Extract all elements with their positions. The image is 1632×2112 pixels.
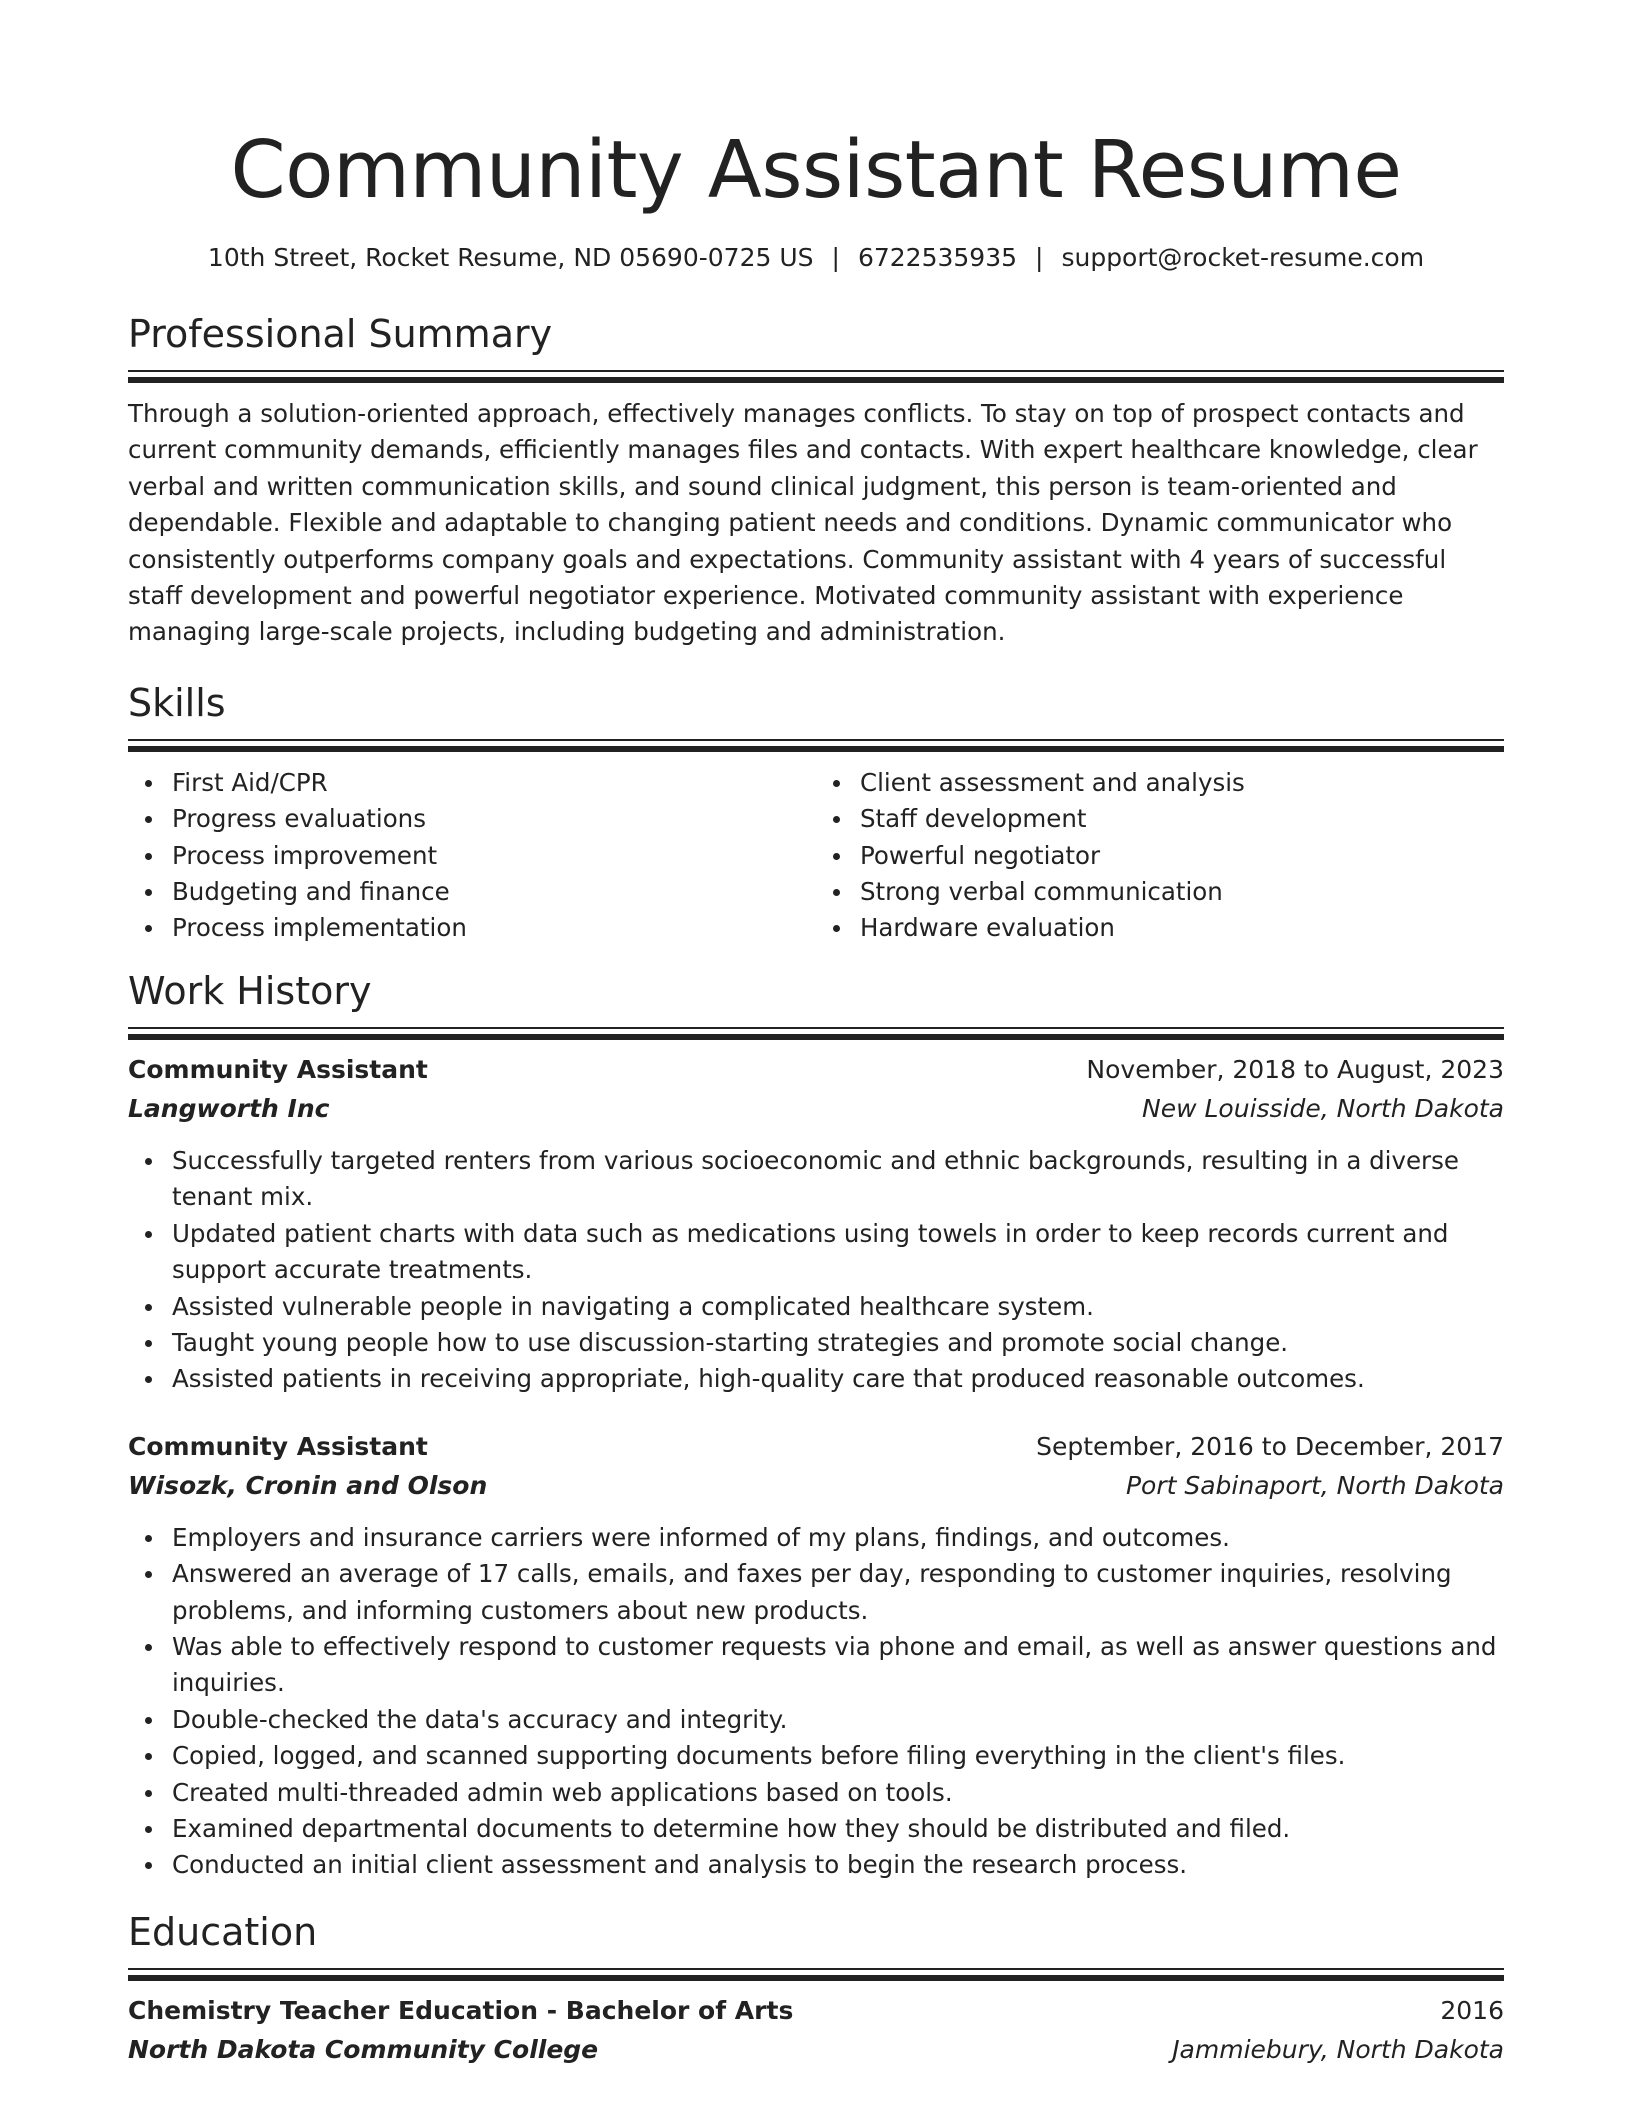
contact-address: 10th Street, Rocket Resume, ND 05690-0725 US bbox=[207, 243, 814, 272]
section-title-work: Work History bbox=[128, 968, 372, 1013]
education-degree: Chemistry Teacher Education - Bachelor of Arts bbox=[128, 1995, 794, 2025]
section-title-skills: Skills bbox=[128, 680, 226, 725]
education-school: North Dakota Community College bbox=[128, 2034, 599, 2064]
job-header bbox=[128, 1428, 1504, 1466]
skill-item: Progress evaluations bbox=[172, 801, 816, 837]
education-subheader bbox=[128, 2030, 1504, 2070]
section-title-education: Education bbox=[128, 1909, 318, 1954]
job-bullet: Created multi-threaded admin web applications based on tools. bbox=[172, 1775, 1504, 1811]
job-location: Port Sabinaport, North Dakota bbox=[1125, 1470, 1504, 1500]
skills-column-right bbox=[816, 765, 1504, 947]
job-bullet: Updated patient charts with data such as medications using towels in order to keep records current and support accurate treatments. bbox=[172, 1216, 1504, 1289]
skill-item: Process improvement bbox=[172, 838, 816, 874]
job-dates: September, 2016 to December, 2017 bbox=[1036, 1431, 1504, 1461]
skill-item: First Aid/CPR bbox=[172, 765, 816, 801]
section-divider bbox=[128, 1968, 1504, 1982]
job-bullets bbox=[128, 1143, 1504, 1398]
work-section bbox=[128, 967, 1504, 1884]
job-bullet: Assisted vulnerable people in navigating a complicated healthcare system. bbox=[172, 1289, 1504, 1325]
section-divider bbox=[128, 1027, 1504, 1041]
skill-item: Process implementation bbox=[172, 910, 816, 946]
job-title: Community Assistant bbox=[128, 1431, 428, 1461]
job-bullet: Taught young people how to use discussion-starting strategies and promote social change. bbox=[172, 1325, 1504, 1361]
job-title: Community Assistant bbox=[128, 1054, 428, 1084]
contact-separator: | bbox=[831, 243, 840, 272]
education-location: Jammiebury, North Dakota bbox=[1172, 2034, 1504, 2064]
summary-text: Through a solution-oriented approach, effectively manages conflicts. To stay on top of prospect contacts and current community demands, efficiently manages files and contacts. With expert healthcare knowledge, clear verbal and written communication skills, and sound clinical judgment, this person is team-oriented and dependable. Flexible and adaptable to changing patient needs and conditions. Dynamic communicator who consistently outperforms company goals and expectations. Community assistant with 4 years of successful staff development and powerful negotiator experience. Motivated community assistant with experience managing large-scale projects, including budgeting and administration. bbox=[128, 399, 1478, 647]
job-bullet: Answered an average of 17 calls, emails, and faxes per day, responding to customer inquiries, resolving problems, and informing customers about new products. bbox=[172, 1556, 1504, 1629]
job-bullet: Assisted patients in receiving appropriate, high-quality care that produced reasonable outcomes. bbox=[172, 1361, 1504, 1397]
education-section bbox=[128, 1908, 1504, 2070]
job-bullet: Copied, logged, and scanned supporting documents before filing everything in the client's files. bbox=[172, 1738, 1504, 1774]
job-bullets bbox=[128, 1520, 1504, 1884]
section-title-summary: Professional Summary bbox=[128, 312, 553, 356]
contact-line bbox=[128, 240, 1504, 276]
education-header bbox=[128, 1992, 1504, 2030]
job-bullet: Conducted an initial client assessment and analysis to begin the research process. bbox=[172, 1847, 1504, 1883]
resume-content bbox=[128, 0, 1504, 2070]
job-location: New Louisside, North Dakota bbox=[1142, 1093, 1504, 1123]
section-divider bbox=[128, 370, 1504, 384]
skills-column-left bbox=[128, 765, 816, 947]
job-company: Langworth Inc bbox=[128, 1093, 330, 1123]
skills-list bbox=[128, 765, 1504, 947]
contact-phone: 6722535935 bbox=[857, 243, 1018, 272]
skill-item: Powerful negotiator bbox=[860, 838, 1504, 874]
contact-email: support@rocket-resume.com bbox=[1061, 243, 1425, 272]
education-year: 2016 bbox=[1440, 1995, 1504, 2025]
skill-item: Budgeting and finance bbox=[172, 874, 816, 910]
summary-section bbox=[128, 310, 1504, 651]
job-bullet: Was able to effectively respond to customer requests via phone and email, as well as answer questions and inquiries. bbox=[172, 1629, 1504, 1702]
skill-item: Strong verbal communication bbox=[860, 874, 1504, 910]
education-entry bbox=[128, 1992, 1504, 2070]
section-divider bbox=[128, 739, 1504, 753]
job-bullet: Examined departmental documents to determine how they should be distributed and filed. bbox=[172, 1811, 1504, 1847]
skill-item: Hardware evaluation bbox=[860, 910, 1504, 946]
job-bullet: Successfully targeted renters from various socioeconomic and ethnic backgrounds, resulting in a diverse tenant mix. bbox=[172, 1143, 1504, 1216]
contact-separator: | bbox=[1035, 243, 1044, 272]
job-subheader bbox=[128, 1466, 1504, 1506]
job-subheader bbox=[128, 1089, 1504, 1129]
job-dates: November, 2018 to August, 2023 bbox=[1086, 1054, 1504, 1084]
job-company: Wisozk, Cronin and Olson bbox=[128, 1470, 488, 1500]
job-bullet: Double-checked the data's accuracy and integrity. bbox=[172, 1702, 1504, 1738]
job-entry bbox=[128, 1051, 1504, 1398]
skill-item: Staff development bbox=[860, 801, 1504, 837]
skills-section bbox=[128, 679, 1504, 947]
job-header bbox=[128, 1051, 1504, 1089]
resume-title: Community Assistant Resume bbox=[230, 124, 1402, 216]
job-bullet: Employers and insurance carriers were informed of my plans, findings, and outcomes. bbox=[172, 1520, 1504, 1556]
skill-item: Client assessment and analysis bbox=[860, 765, 1504, 801]
job-entry bbox=[128, 1428, 1504, 1884]
